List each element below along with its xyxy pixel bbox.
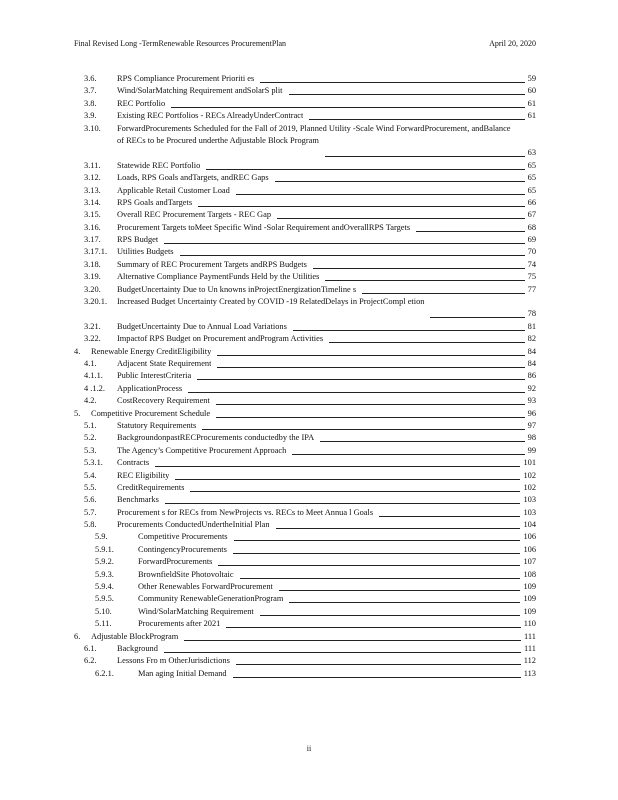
- toc-entry-title: Competitive Procurement Schedule: [91, 408, 211, 418]
- toc-entry-number: 4.1.1.: [84, 371, 103, 381]
- toc-leader-line: [180, 255, 525, 256]
- toc-entry-page: 74: [527, 259, 536, 269]
- toc-leader-line: [276, 528, 521, 529]
- toc-entry-title: CostRecovery Requirement: [117, 396, 210, 406]
- toc-leader-line: [217, 355, 524, 356]
- toc-entry[interactable]: [0, 123, 618, 160]
- toc-leader-line: [279, 590, 521, 591]
- toc-entry[interactable]: [0, 569, 618, 581]
- toc-entry-number: 5.3.1.: [84, 458, 103, 468]
- toc-entry-page: 86: [527, 371, 536, 381]
- toc-entry-number: 3.20.1.: [84, 297, 108, 307]
- toc-leader-line: [260, 82, 524, 83]
- toc-leader-line: [226, 627, 520, 628]
- toc-entry[interactable]: [0, 556, 618, 568]
- toc-leader-line: [218, 565, 520, 566]
- toc-entry-title: Man aging Initial Demand: [138, 668, 227, 678]
- toc-entry-title: Procurement s for RECs from NewProjects vs. RECs to Meet Annua l Goals: [117, 507, 374, 517]
- toc-entry-page: 103: [523, 507, 536, 517]
- toc-entry-title: Overall REC Procurement Targets - REC Gap: [117, 210, 272, 220]
- toc-entry-page: 82: [527, 334, 536, 344]
- toc-entry[interactable]: [0, 197, 618, 209]
- toc-entry-number: 3.7.: [84, 86, 97, 96]
- toc-entry-title: BrownfieldSite Photovoltaic: [138, 569, 234, 579]
- toc-entry-number: 4.2.: [84, 396, 97, 406]
- toc-entry[interactable]: [0, 246, 618, 258]
- toc-entry-title: BudgetUncertainty Due to Un knowns inProjectEnergizationTimeline s: [117, 284, 357, 294]
- toc-leader-line: [217, 367, 524, 368]
- toc-entry-title: CreditRequirements: [117, 482, 185, 492]
- toc-entry-title: Public InterestCriteria: [117, 371, 192, 381]
- toc-entry-number: 5.9.: [95, 532, 108, 542]
- toc-entry[interactable]: [0, 494, 618, 506]
- toc-entry-page: 61: [527, 98, 536, 108]
- toc-entry-title: Statutory Requirements: [117, 420, 197, 430]
- toc-entry-title: Other Renewables ForwardProcurement: [138, 582, 273, 592]
- toc-leader-line: [165, 503, 521, 504]
- toc-entry-title: Renewable Energy CreditEligibility: [91, 346, 212, 356]
- toc-entry-title: BackgroundonpastRECProcurements conductedby the IPA: [117, 433, 315, 443]
- toc-entry-title: Alternative Compliance PaymentFunds Held by the Utilities: [117, 272, 320, 282]
- toc-entry-page: 103: [523, 495, 536, 505]
- toc-leader-line: [292, 454, 524, 455]
- toc-entry-page: 60: [527, 86, 536, 96]
- toc-entry[interactable]: [0, 432, 618, 444]
- toc-leader-line: [236, 194, 525, 195]
- toc-entry-number: 6.2.: [84, 656, 97, 666]
- toc-entry-page: 102: [523, 470, 536, 480]
- toc-entry-page: 109: [523, 606, 536, 616]
- toc-entry-title: ContingencyProcurements: [138, 544, 227, 554]
- toc-leader-line: [240, 578, 521, 579]
- toc-leader-line: [171, 107, 524, 108]
- toc-entry[interactable]: [0, 643, 618, 655]
- toc-entry-title: RPS Budget: [117, 235, 159, 245]
- toc-entry-number: 5.9.4.: [95, 582, 114, 592]
- toc-leader-line: [329, 342, 525, 343]
- toc-entry-title: Applicable Retail Customer Load: [117, 185, 230, 195]
- toc-entry-page: 109: [523, 582, 536, 592]
- toc-entry-title: ApplicationProcess: [117, 383, 183, 393]
- toc-entry[interactable]: [0, 160, 618, 172]
- toc-leader-line: [175, 479, 520, 480]
- toc-entry-number: 5.3.: [84, 445, 97, 455]
- toc-entry-page: 98: [527, 433, 536, 443]
- toc-entry[interactable]: [0, 457, 618, 469]
- toc-entry-title: Adjacent State Requirement: [117, 359, 212, 369]
- toc-entry-title: BudgetUncertainty Due to Annual Load Variations: [117, 321, 287, 331]
- toc-entry[interactable]: [0, 668, 618, 680]
- toc-leader-line: [416, 231, 525, 232]
- toc-entry-number: 5.11.: [95, 619, 112, 629]
- toc-entry[interactable]: [0, 544, 618, 556]
- toc-entry-page: 65: [527, 173, 536, 183]
- toc-entry-page: 59: [527, 74, 536, 83]
- toc-leader-line: [164, 652, 521, 653]
- toc-entry[interactable]: [0, 482, 618, 494]
- toc-entry[interactable]: [0, 370, 618, 382]
- toc-entry-title: ForwardProcurements Scheduled for the Fall of 2019, Planned Utility -Scale Wind ForwardProcurement, andBalance of RECs to be Procured underthe Adjustable Block Program: [117, 123, 511, 145]
- toc-entry[interactable]: [0, 655, 618, 667]
- toc-entry-title: Contracts: [117, 458, 150, 468]
- page-header: [74, 38, 536, 50]
- toc-entry-page: 113: [523, 668, 536, 678]
- toc-entry-title: Lessons Fro m OtherJurisdictions: [117, 656, 230, 666]
- toc-entry-number: 5.2.: [84, 433, 97, 443]
- toc-leader-line: [190, 491, 520, 492]
- toc-entry-title: Procurement Targets toMeet Specific Wind -Solar Requirement andOverallRPS Targets: [117, 222, 411, 232]
- toc-entry-page: 109: [523, 594, 536, 604]
- toc-entry-page: 84: [527, 359, 536, 369]
- toc-leader-line: [202, 429, 524, 430]
- toc-entry-page: 102: [523, 482, 536, 492]
- toc-leader-line: [155, 466, 520, 467]
- toc-entry[interactable]: [0, 618, 618, 630]
- toc-leader-line: [320, 441, 524, 442]
- toc-entry-page: 107: [523, 557, 536, 567]
- toc-entry-title: Wind/SolarMatching Requirement andSolarS plit: [117, 86, 283, 96]
- toc-entry-page: 104: [523, 520, 536, 530]
- toc-leader-line: [197, 379, 524, 380]
- toc-entry-number: 4.: [74, 346, 81, 356]
- toc-entry-number: 5.9.3.: [95, 569, 114, 579]
- toc-leader-line: [198, 206, 525, 207]
- toc-leader-line: [216, 404, 525, 405]
- toc-leader-line: [236, 664, 521, 665]
- toc-entry-title: ForwardProcurements: [138, 557, 213, 567]
- toc-entry[interactable]: [0, 531, 618, 543]
- toc-leader-line: [313, 268, 525, 269]
- toc-entry[interactable]: [0, 395, 618, 407]
- toc-entry-number: 3.11.: [84, 160, 101, 170]
- toc-leader-line: [188, 392, 524, 393]
- toc-entry-page: 63: [527, 148, 536, 158]
- toc-leader-line: [309, 119, 524, 120]
- toc-entry-number: 3.10.: [84, 123, 101, 133]
- toc-entry[interactable]: [0, 271, 618, 283]
- toc-leader-line: [164, 243, 524, 244]
- toc-entry-title: Procurements ConductedUndertheInitial Plan: [117, 520, 270, 530]
- toc-leader-line: [362, 293, 525, 294]
- toc-entry-page: 65: [527, 160, 536, 170]
- toc-entry-title: Benchmarks: [117, 495, 159, 505]
- toc-entry-title: REC Eligibility: [117, 470, 170, 480]
- toc-entry-page: 81: [527, 321, 536, 331]
- toc-leader-line: [260, 615, 521, 616]
- toc-entry[interactable]: [0, 185, 618, 197]
- toc-entry-number: 3.15.: [84, 210, 101, 220]
- toc-entry-number: 6.1.: [84, 644, 97, 653]
- toc-entry[interactable]: [0, 470, 618, 482]
- toc-entry-page: 99: [527, 445, 536, 455]
- toc-entry-page: 61: [527, 111, 536, 121]
- toc-entry-number: 5.9.5.: [95, 594, 114, 604]
- toc-entry-number: 4 .1.2.: [84, 383, 105, 393]
- table-of-contents: [0, 73, 618, 680]
- page-number-footer: ii: [306, 744, 312, 753]
- toc-entry-title: Existing REC Portfolios - RECs AlreadyUnderContract: [117, 111, 304, 121]
- toc-entry-title: Community RenewableGenerationProgram: [138, 594, 284, 604]
- toc-entry-page: 93: [527, 396, 536, 406]
- toc-leader-line: [216, 417, 525, 418]
- toc-entry-page: 108: [523, 569, 536, 579]
- toc-entry-number: 6.2.1.: [95, 668, 114, 678]
- toc-leader-line: [289, 94, 525, 95]
- toc-entry[interactable]: [0, 110, 618, 122]
- toc-entry-number: 5.9.2.: [95, 557, 114, 567]
- toc-entry[interactable]: [0, 222, 618, 234]
- toc-entry-page: 112: [523, 656, 536, 666]
- toc-entry-number: 3.20.: [84, 284, 101, 294]
- toc-leader-line: [233, 553, 521, 554]
- header-document-title: Final Revised Long -TermRenewable Resources ProcurementPlan: [74, 39, 287, 48]
- toc-entry[interactable]: [0, 321, 618, 333]
- toc-entry-number: 3.14.: [84, 197, 101, 207]
- toc-leader-line: [184, 640, 521, 641]
- toc-entry[interactable]: [0, 209, 618, 221]
- toc-leader-line: [206, 169, 524, 170]
- toc-entry-number: 3.22.: [84, 334, 101, 344]
- toc-entry[interactable]: [0, 581, 618, 593]
- toc-leader-line: [275, 181, 525, 182]
- toc-entry-title: Increased Budget Uncertainty Created by COVID -19 RelatedDelays in ProjectCompl etion: [117, 297, 425, 307]
- toc-entry-number: 3.6.: [84, 74, 97, 83]
- toc-entry-number: 3.8.: [84, 98, 97, 108]
- toc-entry[interactable]: [0, 445, 618, 457]
- toc-entry-page: 78: [527, 309, 536, 319]
- toc-entry-number: 3.17.1.: [84, 247, 108, 257]
- toc-entry-title: RPS Compliance Procurement Prioriti es: [117, 74, 255, 83]
- toc-entry-title: The Agency’s Competitive Procurement Approach: [117, 445, 287, 455]
- toc-entry[interactable]: [0, 631, 618, 643]
- toc-entry-number: 5.1.: [84, 420, 97, 430]
- toc-leader-line: [289, 602, 520, 603]
- toc-entry-page: 75: [527, 272, 536, 282]
- toc-entry-number: 5.6.: [84, 495, 97, 505]
- toc-entry-page: 92: [527, 383, 536, 393]
- toc-entry-page: 96: [527, 408, 536, 418]
- toc-entry-number: 3.13.: [84, 185, 101, 195]
- toc-leader-line: [234, 540, 521, 541]
- toc-entry-page: 106: [523, 544, 536, 554]
- toc-entry-page: 106: [523, 532, 536, 542]
- toc-entry[interactable]: [0, 85, 618, 97]
- toc-entry-page: 111: [524, 644, 536, 653]
- toc-entry-page: 70: [527, 247, 536, 257]
- toc-entry-page: 66: [527, 197, 536, 207]
- toc-entry-number: 5.5.: [84, 482, 97, 492]
- toc-entry-number: 3.17.: [84, 235, 101, 245]
- toc-entry-number: 5.9.1.: [95, 544, 114, 554]
- toc-leader-line: [379, 516, 520, 517]
- toc-entry-number: 3.19.: [84, 272, 101, 282]
- toc-entry-title: Summary of REC Procurement Targets andRPS Budgets: [117, 259, 307, 269]
- toc-entry-page: 69: [527, 235, 536, 245]
- toc-entry-title: Utilities Budgets: [117, 247, 174, 257]
- toc-entry[interactable]: [0, 172, 618, 184]
- toc-entry-title: Impactof RPS Budget on Procurement andProgram Activities: [117, 334, 324, 344]
- toc-entry-title: REC Portfolio: [117, 98, 166, 108]
- toc-entry[interactable]: [0, 420, 618, 432]
- toc-entry-number: 4.1.: [84, 359, 97, 369]
- toc-leader-line: [430, 317, 524, 318]
- toc-entry[interactable]: [0, 296, 618, 321]
- toc-entry-page: 67: [527, 210, 536, 220]
- toc-entry[interactable]: [0, 234, 618, 246]
- toc-entry-title: RPS Goals andTargets: [117, 197, 193, 207]
- toc-leader-line: [277, 218, 525, 219]
- toc-entry-title: Procurements after 2021: [138, 619, 221, 629]
- toc-entry-number: 5.4.: [84, 470, 97, 480]
- toc-entry-title: Background: [117, 644, 158, 653]
- toc-entry-title: Statewide REC Portfolio: [117, 160, 201, 170]
- toc-entry[interactable]: [0, 606, 618, 618]
- toc-entry-number: 3.21.: [84, 321, 101, 331]
- toc-entry[interactable]: [0, 408, 618, 420]
- toc-entry[interactable]: [0, 73, 618, 85]
- toc-entry[interactable]: [0, 333, 618, 345]
- toc-entry-title: Loads, RPS Goals andTargets, andREC Gaps: [117, 173, 269, 183]
- toc-entry-page: 111: [524, 631, 536, 641]
- toc-leader-line: [293, 330, 525, 331]
- toc-entry-title: Wind/SolarMatching Requirement: [138, 606, 254, 616]
- toc-entry[interactable]: [0, 519, 618, 531]
- toc-entry-title: Competitive Procurements: [138, 532, 228, 542]
- toc-entry[interactable]: [0, 383, 618, 395]
- toc-entry-page: 65: [527, 185, 536, 195]
- toc-entry[interactable]: [0, 259, 618, 271]
- toc-entry-number: 5.: [74, 408, 81, 418]
- toc-entry-page: 110: [523, 619, 536, 629]
- toc-entry-number: 5.10.: [95, 606, 112, 616]
- toc-entry-page: 68: [527, 222, 536, 232]
- toc-entry-number: 3.18.: [84, 259, 101, 269]
- toc-entry-number: 5.8.: [84, 520, 97, 530]
- toc-entry-page: 101: [523, 458, 536, 468]
- toc-entry-page: 84: [527, 346, 536, 356]
- toc-entry-title: Adjustable BlockProgram: [91, 631, 179, 641]
- toc-leader-line: [325, 156, 525, 157]
- toc-leader-line: [233, 677, 521, 678]
- toc-leader-line: [325, 280, 524, 281]
- toc-entry-number: 6.: [74, 631, 81, 641]
- toc-entry-number: 3.9.: [84, 111, 97, 121]
- toc-entry-page: 97: [527, 420, 536, 430]
- toc-entry-page: 77: [527, 284, 536, 294]
- toc-entry-number: 5.7.: [84, 507, 97, 517]
- toc-entry-number: 3.12.: [84, 173, 101, 183]
- toc-entry[interactable]: [0, 593, 618, 605]
- toc-entry[interactable]: [0, 346, 618, 358]
- toc-entry[interactable]: [0, 507, 618, 519]
- toc-entry-number: 3.16.: [84, 222, 101, 232]
- toc-entry[interactable]: [0, 358, 618, 370]
- toc-entry[interactable]: [0, 284, 618, 296]
- toc-entry[interactable]: [0, 98, 618, 110]
- header-date: April 20, 2020: [489, 39, 536, 48]
